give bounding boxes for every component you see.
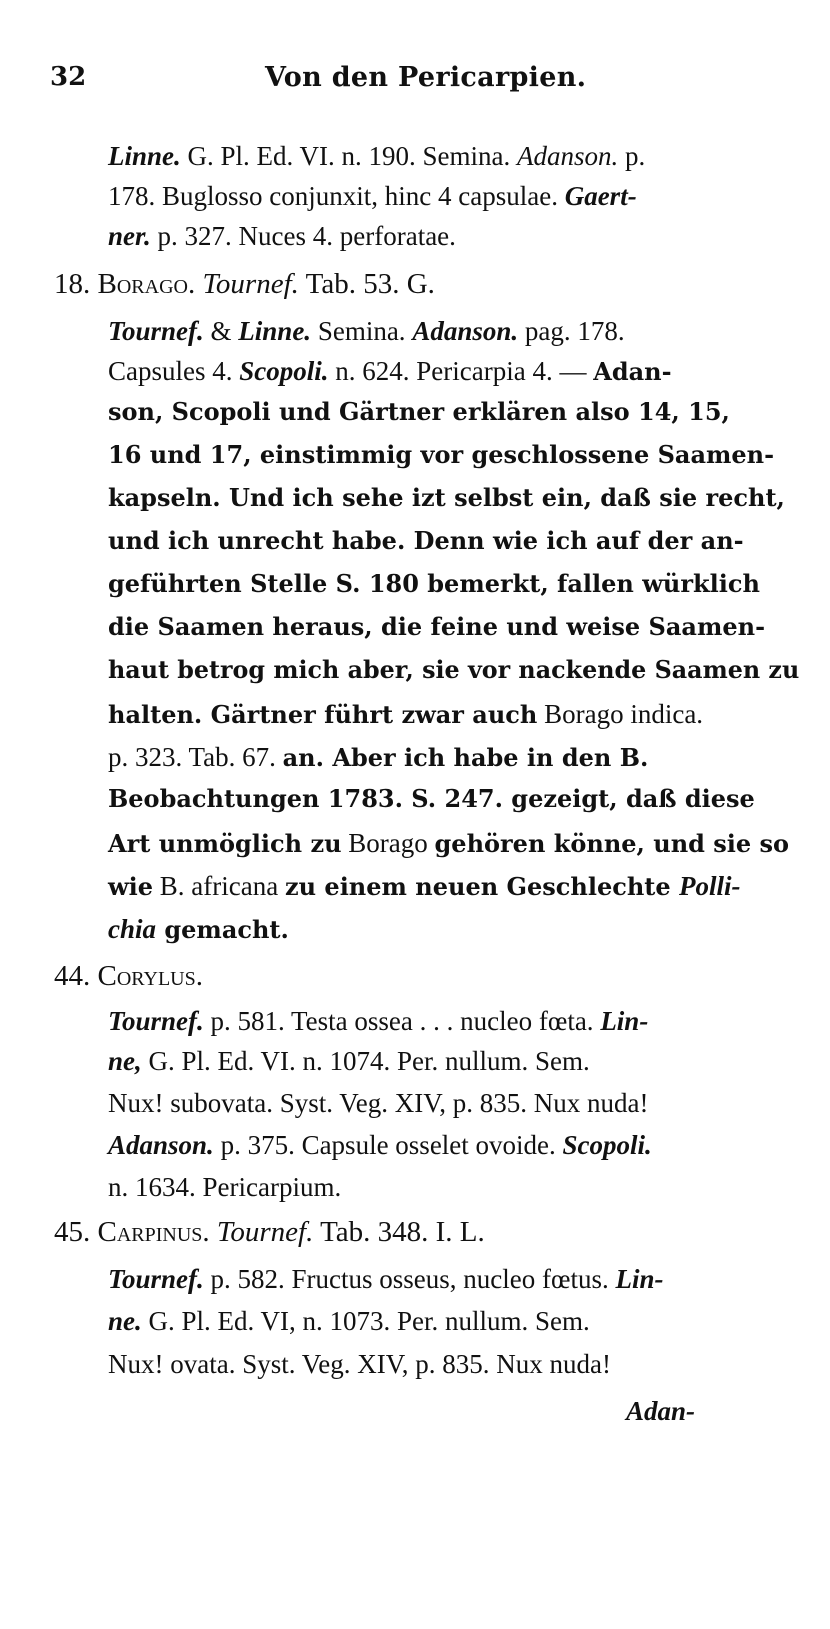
entry-number: 45. [54,1216,91,1248]
text-run: G. Pl. Ed. VI. n. 1074. Per. nullum. Sem. [141,1046,590,1076]
entry-heading [54,1218,485,1247]
catchword: Adan- [626,1396,696,1426]
entry-number: 44. [54,960,91,992]
text-line [108,1308,590,1335]
text-line [108,358,672,385]
text-run: p. 581. Testa ossea . . . nucleo fœta. [203,1006,601,1036]
text-line [108,1048,590,1075]
author-name: Scopoli. [562,1130,652,1160]
text-run: pag. 178. [518,316,625,346]
fraktur-text: gemacht. [156,915,289,944]
author-name: Linne. [238,316,312,346]
text-run: p. 375. Capsule osselet ovoide. [213,1130,563,1160]
text-line [108,318,625,345]
author-name: Lin- [600,1006,649,1036]
text-run: Tab. 348. I. L. [313,1216,485,1248]
author-name: Tournef. [209,1216,314,1248]
text-line: und ich unrecht habe. Denn wie ich auf der an- [108,526,744,555]
author-name: Scopoli. [239,356,329,386]
text-line [108,143,645,170]
author-name: Lin- [615,1264,664,1294]
fraktur-text: Adan- [593,357,672,386]
text-line: 16 und 17, einstimmig vor geschlossene Saamen- [108,440,775,469]
author-name: Adanson. [108,1130,214,1160]
text-run: 178. Buglosso conjunxit, hinc 4 capsulae. [108,181,565,211]
text-line: kapseln. Und ich sehe izt selbst ein, daß sie recht, [108,483,785,512]
text-line: geführten Stelle S. 180 bemerkt, fallen würklich [108,569,760,598]
text-run: n. 624. Pericarpia 4. — [328,356,594,386]
text-line: haut betrog mich aber, sie vor nackende Saamen zu [108,655,800,684]
text-line [108,1008,648,1035]
text-run: Tab. 53. G. [298,268,435,300]
author-name: ne. [108,1306,142,1336]
text-line [108,830,789,857]
page-number: 32 [50,62,87,92]
text-run: G. Pl. Ed. VI, n. 1073. Per. nullum. Sem. [141,1306,590,1336]
text-run: G. Pl. Ed. VI. n. 190. Semina. [180,141,518,171]
text-line: die Saamen heraus, die feine und weise Saamen- [108,612,766,641]
text-line [108,1132,652,1159]
text-line: Nux! subovata. Syst. Veg. XIV, p. 835. Nux nuda! [108,1088,649,1118]
entry-number: 18. [54,268,91,300]
text-run: Capsules 4. [108,356,240,386]
fraktur-text: zu einem neuen Geschlechte [284,872,680,901]
author-name: Linne. [108,141,181,171]
text-line: Nux! ovata. Syst. Veg. XIV, p. 835. Nux nuda! [108,1349,611,1379]
genus-name: Polli- [679,871,741,901]
fraktur-text: gehören könne, und sie so [434,829,790,858]
author-name: ner. [108,221,151,251]
genus-name: Corylus. [97,960,203,992]
text-run: & [203,316,239,346]
entry-heading [54,270,435,299]
text-run: p. [618,141,646,171]
fraktur-text: wie [108,872,154,901]
page-header [50,62,590,108]
author-name: Adanson. [517,141,619,171]
text-run: Semina. [311,316,413,346]
running-title: Von den Pericarpien. [265,62,587,93]
author-name: Tournef. [195,268,299,300]
text-line [108,701,703,728]
text-line [108,916,289,943]
text-line: n. 1634. Pericarpium. [108,1172,342,1202]
genus-name: chia [108,914,157,944]
text-line: son, Scopoli und Gärtner erklären also 14, 15, [108,397,730,426]
genus-name: Carpinus. [97,1216,210,1248]
author-name: Gaert- [564,181,637,211]
fraktur-text: halten. Gärtner führt zwar auch [108,700,538,729]
text-run: p. 327. Nuces 4. perforatae. [150,221,456,251]
text-line [108,873,741,900]
author-name: Tournef. [108,316,204,346]
author-name: ne, [108,1046,142,1076]
text-run: Borago [341,828,435,858]
text-run: p. 582. Fructus osseus, nucleo fœtus. [203,1264,616,1294]
fraktur-text: Art unmöglich zu [108,829,342,858]
entry-heading [54,962,203,991]
text-run: Borago indica. [537,699,704,729]
text-run: B. africana [153,871,285,901]
author-name: Adanson. [412,316,519,346]
fraktur-text: an. Aber ich habe in den B. [282,743,649,772]
text-run: p. 323. Tab. 67. [108,742,283,772]
genus-name: Borago. [97,268,196,300]
text-line [108,744,648,771]
text-line: Beobachtungen 1783. S. 247. gezeigt, daß diese [108,784,755,813]
text-line [108,1266,664,1293]
text-line [108,183,637,210]
author-name: Tournef. [108,1264,204,1294]
author-name: Tournef. [108,1006,204,1036]
text-line [108,223,456,250]
